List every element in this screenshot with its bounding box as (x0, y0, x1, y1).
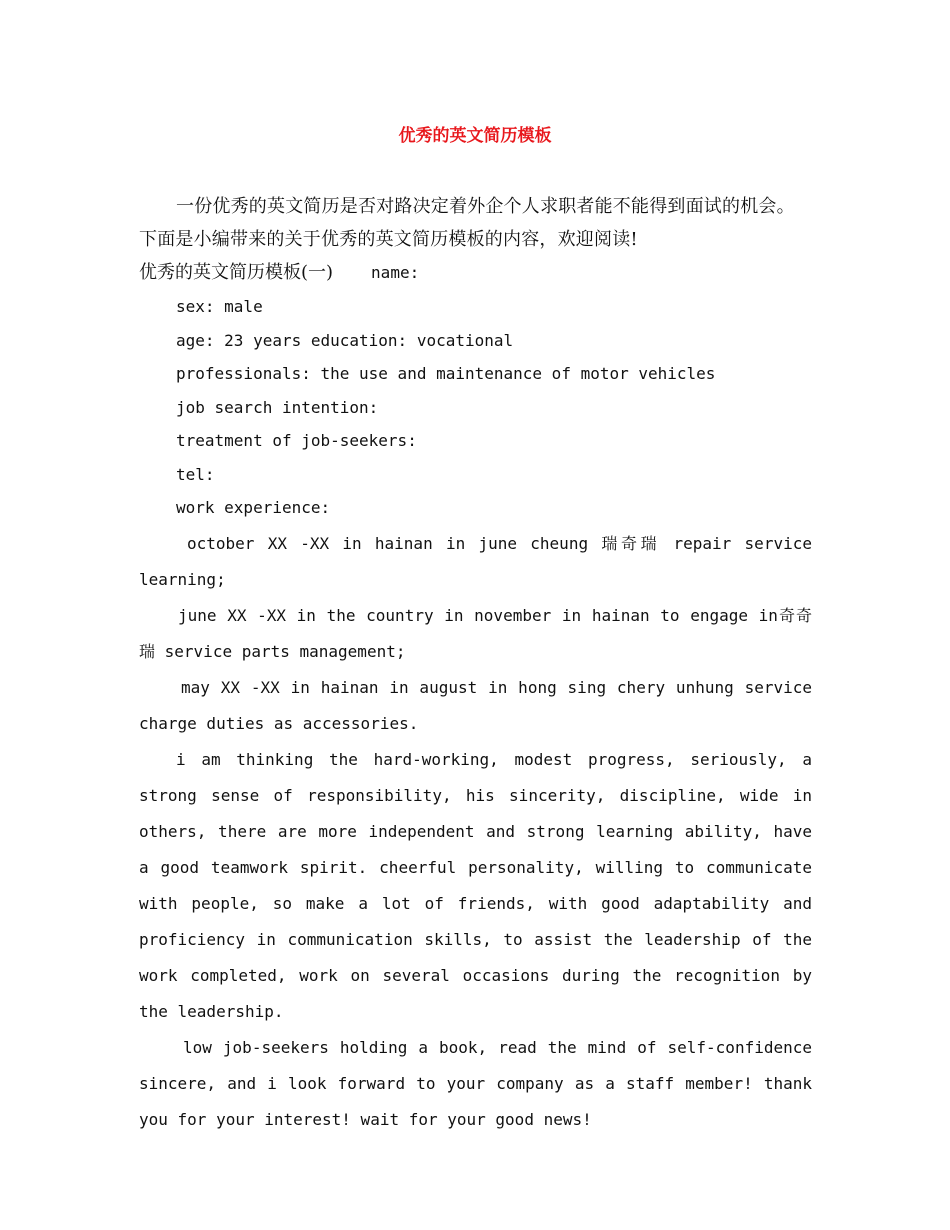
age-education-field: age: 23 years education: vocational (176, 330, 514, 350)
intro-line-2: 下面是小编带来的关于优秀的英文简历模板的内容，欢迎阅读! (139, 229, 638, 250)
experience-item-1-text-a: october XX -XX in hainan in june cheung (187, 533, 602, 553)
document-body (139, 190, 812, 1138)
treatment-field: treatment of job-seekers: (176, 431, 417, 450)
experience-item-3: may XX -XX in hainan in august in hong sing chery unhung service charge duties as accessories. (139, 677, 812, 733)
experience-item-1-company: 瑞奇瑞 (601, 533, 661, 553)
document-title: 优秀的英文简历模板 (398, 126, 552, 146)
experience-item-1-text-b: repair service learning; (139, 533, 812, 589)
tel-field: tel: (176, 464, 215, 484)
name-field: name: (371, 263, 420, 282)
experience-item-2-text-a: june XX -XX in the country in november in hainan to engage in (178, 605, 778, 625)
experience-item-2 (139, 598, 812, 670)
intro-line-1: 一份优秀的英文简历是否对路决定着外企个人求职者能不能得到面试的机会。 (176, 196, 795, 217)
sex-field: sex: male (176, 297, 263, 316)
job-search-field: job search intention: (176, 397, 379, 417)
section-heading: 优秀的英文简历模板(一) (139, 262, 334, 283)
intro-paragraph (139, 190, 812, 256)
experience-item-2-company: 奇奇瑞 (139, 605, 812, 661)
closing-paragraph: low job-seekers holding a book, read the mind of self-confidence sincere, and i look forward to your company as a staff member! thank you for your interest! wait for your good news! (139, 1037, 812, 1129)
experience-item-1 (139, 526, 812, 598)
experience-item-2-text-b: service parts management; (155, 641, 406, 661)
work-experience-label: work experience: (176, 498, 331, 517)
resume-heading-row (139, 256, 812, 290)
professionals-field: professionals: the use and maintenance of motor vehicles (176, 364, 716, 383)
self-evaluation-paragraph: i am thinking the hard-working, modest progress, seriously, a strong sense of responsibility, his sincerity, discipline, wide in others, there are more independent and strong learning ability, have a good teamwork spirit. cheerful personality, willing to communicate with people, so make a lot of friends, with good adaptability and proficiency in communication skills, to assist the leadership of the work completed, work on several occasions during the recognition by the leadership. (139, 749, 812, 1021)
